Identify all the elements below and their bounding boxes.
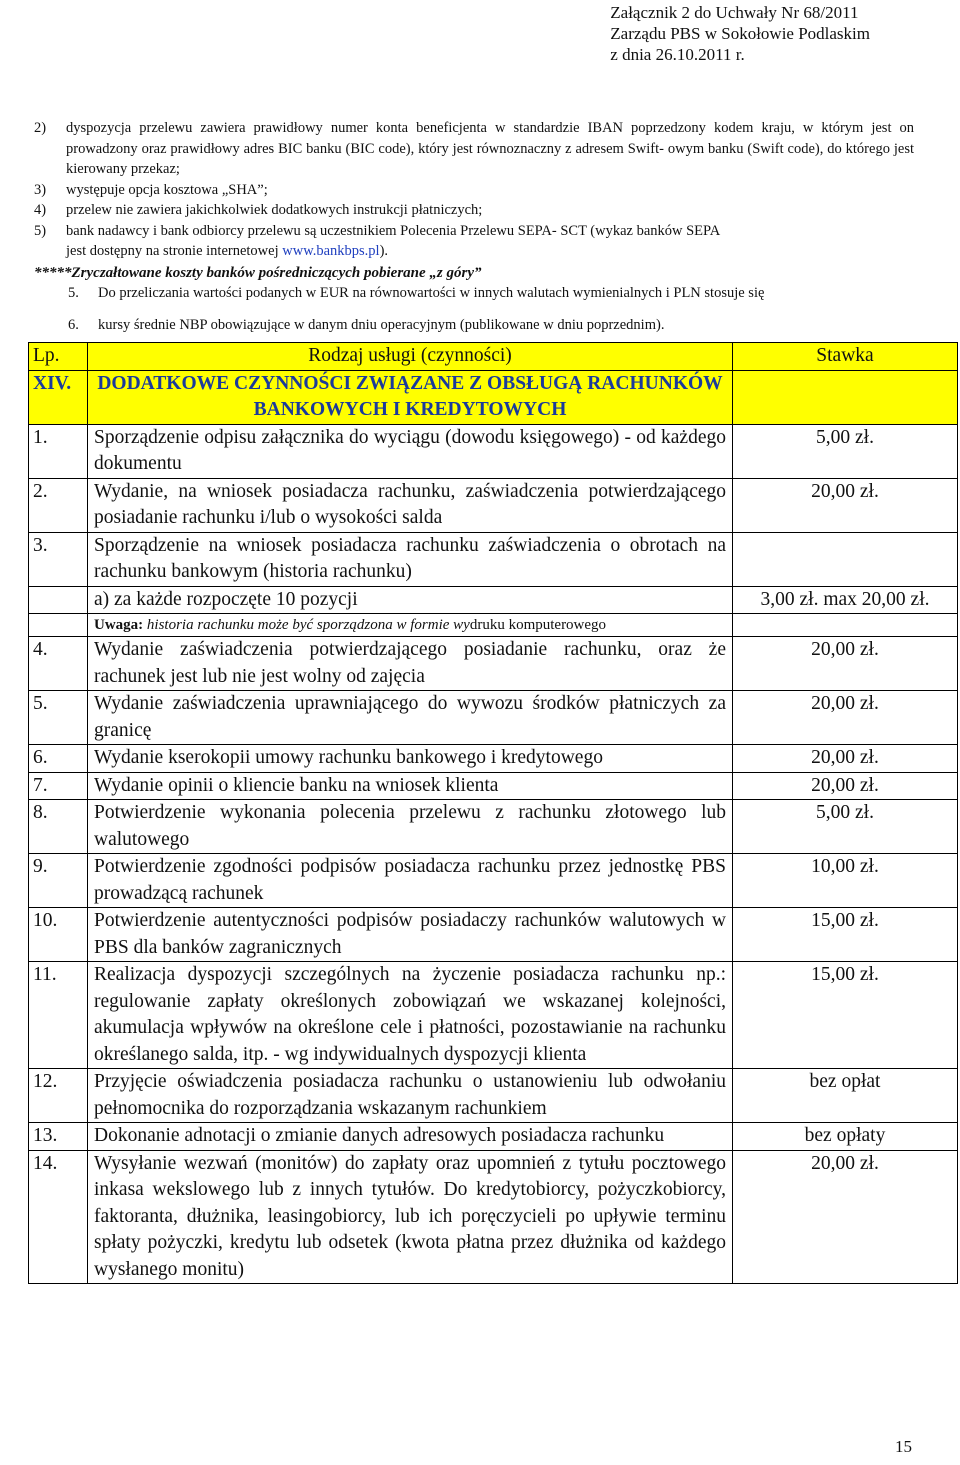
table-row [29, 424, 958, 478]
paragraph-5 [34, 283, 914, 304]
row-lp: 10. [29, 908, 88, 962]
note-5 [34, 221, 914, 242]
note-5-continuation [34, 241, 914, 262]
row-desc: Wysyłanie wezwań (monitów) do zapłaty oraz upomnień z tytułu pocztowego inkasa wekslowego lub z innych tytułów. Do kredytobiorcy, pożyczkobiorcy, faktoranta, dłużnika, leasingobiorcy, lub ich poręczycieli po upływie terminu spłaty pożyczki, kredytu lub odsetek (kwota płatna przez dłużnika od każdego wysłanego monitu) [88, 1150, 733, 1284]
note-text: jest dostępny na stronie internetowej [66, 243, 283, 259]
table-header-row [29, 343, 958, 371]
note-text: ). [379, 243, 389, 259]
row-rate: 20,00 zł. [733, 772, 958, 800]
row-lp: 1. [29, 424, 88, 478]
header-rate: Stawka [733, 343, 958, 371]
row-lp: 13. [29, 1123, 88, 1151]
row-desc: Wydanie zaświadczenia uprawniającego do wywozu środków płatniczych za granicę [88, 691, 733, 745]
row-desc: Wydanie opinii o kliencie banku na wniosek klienta [88, 772, 733, 800]
bank-website-link[interactable]: www.bankbps.pl [282, 243, 380, 259]
note-text: druku komputerowego [469, 617, 607, 633]
row-rate [733, 532, 958, 586]
row-lp: 7. [29, 772, 88, 800]
header-service: Rodzaj usługi (czynności) [88, 343, 733, 371]
row-lp: 12. [29, 1069, 88, 1123]
row-lp: 14. [29, 1150, 88, 1284]
table-row [29, 586, 958, 614]
table-row-note [29, 614, 958, 637]
row-rate [733, 614, 958, 637]
note-number: 3) [34, 181, 47, 198]
row-rate: 15,00 zł. [733, 962, 958, 1069]
note-number: 4) [34, 202, 47, 218]
page-number: 15 [895, 1437, 912, 1456]
row-rate: 3,00 zł. max 20,00 zł. [733, 586, 958, 614]
row-desc: Dokonanie adnotacji o zmianie danych adresowych posiadacza rachunku [88, 1123, 733, 1151]
note-italic-text: historia rachunku może być sporządzona w formie wy [146, 617, 470, 633]
note-text: przelew nie zawiera jakichkolwiek dodatkowych instrukcji płatniczych; [66, 202, 483, 218]
table-row [29, 1069, 958, 1123]
paragraph-number: 6. [68, 316, 79, 333]
section-rate-empty [733, 370, 958, 424]
row-lp [29, 614, 88, 637]
row-desc: Przyjęcie oświadczenia posiadacza rachunku o ustanowieniu lub odwołaniu pełnomocnika do rozporządzania wskazanym rachunkiem [88, 1069, 733, 1123]
row-rate: 20,00 zł. [733, 1150, 958, 1284]
row-rate: 5,00 zł. [733, 424, 958, 478]
annex-header [610, 2, 870, 65]
header-lp: Lp. [29, 343, 88, 371]
row-rate: 20,00 zł. [733, 637, 958, 691]
row-desc: Wydanie zaświadczenia potwierdzającego posiadanie rachunku, oraz że rachunek jest lub nie jest wolny od zajęcia [88, 637, 733, 691]
row-desc: Sporządzenie na wniosek posiadacza rachunku zaświadczenia o obrotach na rachunku bankowym (historia rachunku) [88, 532, 733, 586]
row-lp: 9. [29, 854, 88, 908]
table-row [29, 1123, 958, 1151]
note-4 [34, 200, 914, 221]
row-rate: 20,00 zł. [733, 745, 958, 773]
row-lp: 4. [29, 637, 88, 691]
row-lp [29, 586, 88, 614]
row-rate: 5,00 zł. [733, 800, 958, 854]
note-text: bank nadawcy i bank odbiorcy przelewu są uczestnikiem Polecenia Przelewu SEPA- SCT (wykaz banków SEPA [66, 222, 721, 239]
row-lp: 3. [29, 532, 88, 586]
paragraph-6 [34, 315, 914, 336]
row-rate: 15,00 zł. [733, 908, 958, 962]
table-row [29, 478, 958, 532]
row-rate: bez opłat [733, 1069, 958, 1123]
row-desc: Realizacja dyspozycji szczególnych na życzenie posiadacza rachunku np.: regulowanie zapłaty określonych zobowiązań we wskazanej kolejności, akumulacja wpływów na określone cele i płatności, pozostawianie na rachunku określanego salda, itp. - wg indywidualnych dyspozycji klienta [88, 962, 733, 1069]
paragraph-text: Do przeliczania wartości podanych w EUR na równowartości w innych walutach wymienialnych i PLN stosuje się [98, 285, 765, 301]
row-rate: 20,00 zł. [733, 478, 958, 532]
note-2 [34, 118, 914, 180]
section-number: XIV. [29, 370, 88, 424]
row-rate: 10,00 zł. [733, 854, 958, 908]
note-label: Uwaga: [94, 617, 144, 633]
row-desc: Potwierdzenie zgodności podpisów posiadacza rachunku przez jednostkę PBS prowadzącą rachunek [88, 854, 733, 908]
table-row [29, 772, 958, 800]
intermediary-costs-note: *****Zryczałtowane koszty banków pośredniczących pobierane „z góry” [34, 264, 482, 281]
table-row [29, 532, 958, 586]
row-rate: 20,00 zł. [733, 691, 958, 745]
annex-line-1: Załącznik 2 do Uchwały Nr 68/2011 [610, 3, 859, 22]
row-lp: 6. [29, 745, 88, 773]
row-lp: 2. [29, 478, 88, 532]
table-row [29, 637, 958, 691]
note-number: 5) [34, 222, 47, 239]
table-row [29, 1150, 958, 1284]
table-row [29, 962, 958, 1069]
row-lp: 5. [29, 691, 88, 745]
paragraph-text: kursy średnie NBP obowiązujące w danym dniu operacyjnym (publikowane w dniu poprzednim). [98, 316, 665, 333]
section-title: DODATKOWE CZYNNOŚCI ZWIĄZANE Z OBSŁUGĄ RACHUNKÓW BANKOWYCH I KREDYTOWYCH [88, 370, 733, 424]
table-row [29, 745, 958, 773]
row-desc: Potwierdzenie autentyczności podpisów posiadaczy rachunków walutowych w PBS dla banków zagranicznych [88, 908, 733, 962]
note-number: 2) [34, 120, 47, 136]
fee-table [28, 342, 958, 1284]
conditions-notes [34, 118, 914, 335]
row-lp: 8. [29, 800, 88, 854]
table-row [29, 800, 958, 854]
row-desc: Sporządzenie odpisu załącznika do wyciągu (dowodu księgowego) - od każdego dokumentu [88, 424, 733, 478]
table-row [29, 908, 958, 962]
row-rate: bez opłaty [733, 1123, 958, 1151]
table-row [29, 854, 958, 908]
paragraph-number: 5. [68, 285, 79, 301]
annex-line-3: z dnia 26.10.2011 r. [610, 45, 745, 64]
section-row [29, 370, 958, 424]
annex-line-2: Zarządu PBS w Sokołowie Podlaskim [610, 24, 870, 43]
note-text: dyspozycja przelewu zawiera prawidłowy numer konta beneficjenta w standardzie IBAN poprzedzony kodem kraju, w którym jest on prowadzony oraz prawidłowy adres BIC banku (BIC code), który jest równoznaczny z adresem Swift- owym banku (Swift code), do którego jest kierowany przekaz; [66, 120, 914, 177]
row-lp: 11. [29, 962, 88, 1069]
note-3 [34, 180, 914, 201]
note-text: występuje opcja kosztowa „SHA”; [66, 181, 268, 198]
row-desc: Wydanie, na wniosek posiadacza rachunku, zaświadczenia potwierdzającego posiadanie rachunku i/lub o wysokości salda [88, 478, 733, 532]
row-desc: Wydanie kserokopii umowy rachunku bankowego i kredytowego [88, 745, 733, 773]
history-note [88, 614, 733, 637]
table-row [29, 691, 958, 745]
row-desc: Potwierdzenie wykonania polecenia przelewu z rachunku złotowego lub walutowego [88, 800, 733, 854]
row-desc: a) za każde rozpoczęte 10 pozycji [88, 586, 733, 614]
